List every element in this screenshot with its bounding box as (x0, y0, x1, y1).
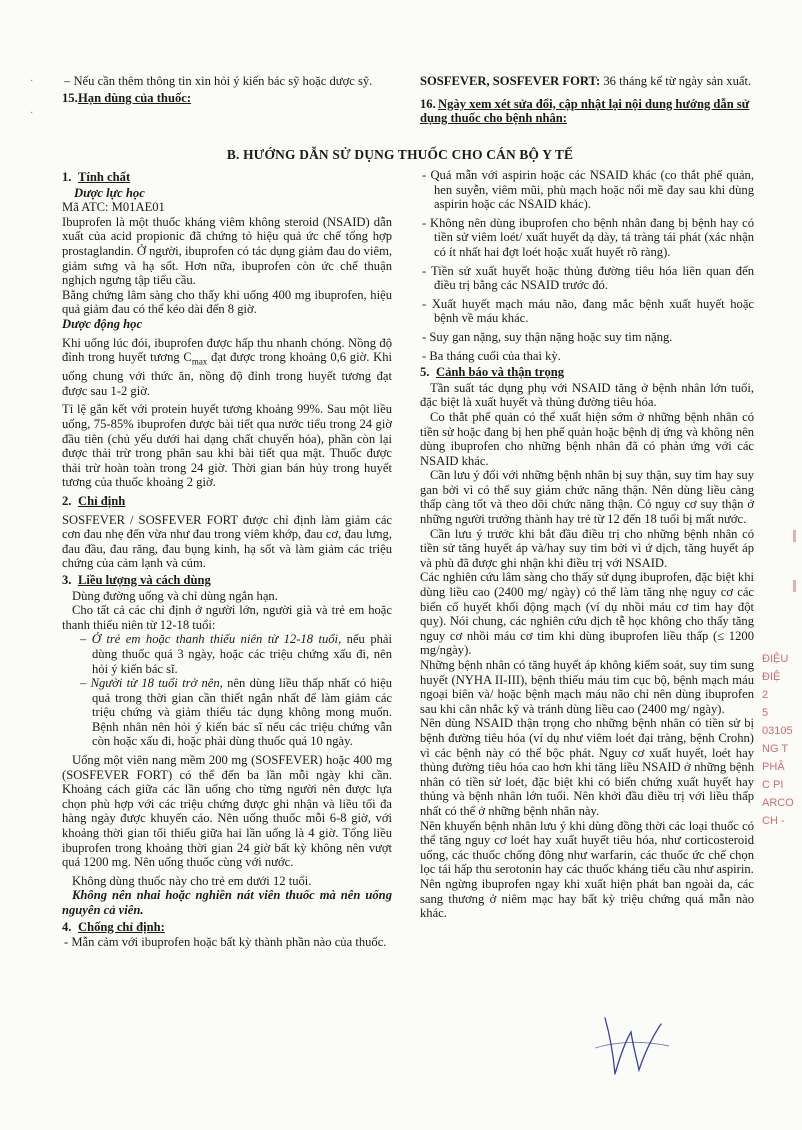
contraindication-7: - Ba tháng cuối của thai kỳ. (422, 348, 561, 363)
contraindication-1: - Mẫn cảm với ibuprofen hoặc bất kỳ thành phần nào của thuốc. (64, 935, 387, 950)
pk-paragraph-1: Khi uống lúc đói, ibuprofen được hấp thu nhanh chóng. Nồng độ đỉnh trong huyết tương $C_{max}$ đạt được trong khoảng 0,6 giờ. Khi uống chung với thức ăn, nồng độ đỉnh trong huyết tương đạt được sau 1-2 giờ. (62, 335, 392, 398)
warning-paragraph-9: Nên ngừng ibuprofen ngay khi xuất hiện phát ban ngoài da, các sang thương ở niêm mạc hay bất kỳ triệu chứng quá mẫn nào khác. (420, 876, 754, 921)
contraindication-5: - Xuất huyết mạch máu não, đang mắc bệnh xuất huyết hoặc bệnh về máu khác. (422, 296, 755, 326)
warning-paragraph-2: Co thắt phế quản có thể xuất hiện sớm ở những bệnh nhân có tiền sử hoặc đang bị hen phế quản hoặc bệnh dị ứng và không nên dùng ibuprofen cho những bệnh nhân đã có phản ứng với các NSAID khác. (420, 409, 754, 468)
stamp-text: ĐIỆU (762, 653, 789, 665)
right-column (420, 168, 754, 921)
stamp-text: C PI (762, 779, 784, 791)
dose-bullet-2: – Người từ 18 tuổi trở nên, nên dùng liều thấp nhất có hiệu quả trong thời gian cần thiết ngắn nhất để làm giảm các triệu chứng và giảm thiểu tác dụng không mong muốn. Bệnh nhân nên hỏi ý kiến bác sĩ nếu các triệu chứng vẫn còn hoặc xấu đi, hoặc phải dùng thuốc quá 10 ngày. (80, 676, 392, 749)
section-4-heading: 4. Chống chỉ định: (62, 919, 165, 934)
warning-paragraph-5: Các nghiên cứu lâm sàng cho thấy sử dụng ibuprofen, đặc biệt khi dùng liều cao (2400 mg/ ngày) có thể làm tăng nhẹ nguy cơ các biến cố huyết khối động mạch (ví dụ nhồi máu cơ tim hay đột quỵ). Nói chung, các nghiên cứu dịch tễ học không cho thấy tăng nguy cơ nhồi máu cơ tim khi dùng ibuprofen liều thấp (≤ 1200 mg/ngày). (420, 570, 754, 658)
section-1-heading: 1. Tính chất (62, 170, 131, 184)
stamp-lines (762, 650, 802, 830)
stamp-text: ĐIỆ (762, 671, 781, 683)
warning-paragraph-8: Nên khuyến bệnh nhân lưu ý khi dùng đồng thời các loại thuốc có thể tăng nguy cơ loét hay xuất huyết tiêu hóa, như corticosteroid uống, các thuốc chống đông như warfarin, các thuốc ức chế chọn lọc tái hấp thu serotonin hay các thuốc kháng tiểu cầu như aspirin. (420, 818, 754, 877)
stamp-text: 03105 (762, 725, 793, 737)
section-b-title: B. HƯỚNG DẪN SỬ DỤNG THUỐC CHO CÁN BỘ Y TẾ (226, 147, 574, 162)
warning-paragraph-6: Những bệnh nhân có tăng huyết áp không kiểm soát, suy tim sung huyết (NYHA II-III), bệnh thiếu máu tim cục bộ, bệnh mạch máu ngoại biên và/ hoặc bệnh mạch máu não chỉ nên dùng ibuprofen sau khi cân nhắc kỹ và tránh dùng liều cao (2400 mg/ ngày). (420, 658, 754, 716)
stamp-text: CH - (762, 815, 785, 827)
contraindication-3: - Không nên dùng ibuprofen cho bệnh nhân đang bị bệnh hay có tiền sử viêm loét/ xuất huyết dạ dày, tá tràng tái phát (xác nhận có ít nhất hai đợt loét hoặc xuất huyết rõ ràng). (422, 215, 755, 259)
indication-paragraph: SOSFEVER / SOSFEVER FORT được chỉ định làm giảm các cơn đau nhẹ đến vừa như đau trong viêm khớp, đau cơ, đau lưng, đau đầu, đau răng, đau bụng kinh, hạ sốt và làm giảm các triệu chứng của cảm lạnh và cúm. (62, 512, 392, 571)
signature (585, 1012, 675, 1082)
consult-note: – Nếu cần thêm thông tin xin hỏi ý kiến bác sỹ hoặc dược sỹ. (64, 74, 373, 88)
pd-paragraph-2: Bằng chứng lâm sàng cho thấy khi uống 400 mg ibuprofen, hiệu quả giảm đau có thể kéo dài đến 8 giờ. (62, 287, 392, 317)
stamp-text: ARCO (762, 797, 794, 809)
stamp-edge-mark (793, 580, 796, 592)
margin-dot: · (30, 76, 34, 87)
warning-paragraph-3: Cần lưu ý đối với những bệnh nhân bị suy thận, suy tim hay suy gan bởi vì có thể suy giảm chức năng thận. Nên dùng liều càng thấp càng tốt và theo dõi chức năng thận. Có nguy cơ suy thận ở những người trưởng thành hay trẻ từ 12 đến 18 tuổi bị mất nước. (420, 468, 754, 527)
contraindication-2: - Quá mẫn với aspirin hoặc các NSAID khác (co thắt phế quản, hen suyễn, viêm mũi, phù mạch hoặc nổi mề đay sau khi dùng aspirin hoặc các NSAID khác). (422, 168, 755, 212)
dose-paragraph-2: Cho tất cả các chỉ định ở người lớn, người già và trẻ em hoặc thanh thiếu niên từ 12-18 tuổi: (62, 603, 392, 632)
warning-paragraph-7: Nên dùng NSAID thận trọng cho những bệnh nhân có tiền sử bị bệnh đường tiêu hóa (ví dụ như viêm loét đại tràng, bệnh Crohn) vì các bệnh này có thể bộc phát. Nguy cơ xuất huyết, loét hay thủng đường tiêu hóa cao hơn khi tăng liều NSAID ở những bệnh nhân có tiền sử loét, đặc biệt khi có biến chứng xuất huyết hay thủng và bệnh nhân lớn tuổi. Nên khởi đầu điều trị với liều thấp nhất có thể ở những bệnh nhân này. (420, 716, 754, 818)
pk-paragraph-2: Tỉ lệ gắn kết với protein huyết tương khoảng 99%. Sau một liều uống, 75-85% ibuprofen được bài tiết qua nước tiểu trong 24 giờ đầu tiên (chủ yếu dưới hai dạng chất chuyển hóa), phần còn lại được thải trừ trong phân sau khi bài tiết qua mật. Thuốc được thải trừ hoàn toàn trong 24 giờ. Thời gian bán hủy trong huyết tương của thuốc khoảng 2 giờ. (62, 402, 392, 490)
atc-code: Mã ATC: M01AE01 (62, 200, 165, 215)
section-3-heading: 3. Liều lượng và cách dùng (62, 572, 211, 587)
section-16-heading: 16. Ngày xem xét sửa đổi, cập nhật lại nội dung hướng dẫn sử dụng thuốc cho bệnh nhân: (420, 96, 750, 126)
section-2-heading: 2. Chỉ định (62, 493, 126, 508)
contraindication-6: - Suy gan nặng, suy thận nặng hoặc suy tim nặng. (422, 329, 673, 344)
stamp-text: NG T (762, 743, 789, 755)
dose-paragraph-5: Không nên nhai hoặc nghiền nát viên thuốc mà nên uống nguyên cả viên. (62, 888, 392, 918)
dose-bullet-1: – Ở trẻ em hoặc thanh thiếu niên từ 12-18 tuổi, nếu phải dùng thuốc quá 3 ngày, hoặc các triệu chứng xấu đi, nên hỏi ý kiến bác sĩ. (80, 632, 392, 676)
margin-dot: · (30, 108, 34, 119)
top-right-block (420, 74, 754, 127)
dose-paragraph-1: Dùng đường uống và chỉ dùng ngắn hạn. (72, 588, 278, 603)
dose-paragraph-3: Uống một viên nang mềm 200 mg (SOSFEVER) hoặc 400 mg (SOSFEVER FORT) có thể đến ba lần mỗi ngày khi cần. Khoảng cách giữa các lần uống cho từng người nên được lựa chọn phù hợp với các triệu chứng được ghi nhận và liều tối đa hàng ngày được khuyến cáo. Nên uống thuốc mỗi 6-8 giờ, với khoảng thời gian tối thiểu giữa hai lần uống là 4 giờ. Tổng liều ibuprofen trong khoảng thời gian 24 giờ bất kỳ không nên vượt quá 1200 mg. Nên uống thuốc cùng với nước. (62, 753, 392, 870)
pharmacodynamics-heading: Dược lực học (74, 185, 145, 200)
warning-paragraph-1: Tần suất tác dụng phụ với NSAID tăng ở bệnh nhân lớn tuổi, đặc biệt là xuất huyết và thủng đường tiêu hóa. (420, 380, 754, 410)
shelf-life: SOSFEVER, SOSFEVER FORT: 36 tháng kể từ ngày sản xuất. (420, 74, 752, 88)
section-15-heading: 15.Hạn dùng của thuốc: (62, 90, 192, 105)
pharmacokinetics-heading: Dược động học (62, 316, 143, 331)
section-5-heading: 5. Cảnh báo và thận trọng (420, 365, 565, 380)
dose-paragraph-4: Không dùng thuốc này cho trẻ em dưới 12 tuổi. (72, 873, 312, 888)
warning-paragraph-4: Cần lưu ý trước khi bắt đầu điều trị cho những bệnh nhân có tiền sử tăng huyết áp và/hay suy tim bởi vì ứ dịch, tăng huyết áp và phù đã được ghi nhận khi điều trị với NSAID. (420, 526, 754, 570)
contraindication-4: - Tiền sử xuất huyết hoặc thủng đường tiêu hóa liên quan đến điều trị bằng các NSAID trước đó. (422, 263, 754, 293)
pd-paragraph-1: Ibuprofen là một thuốc kháng viêm không steroid (NSAID) dẫn xuất của acid propionic đã chứng tỏ hiệu quả ức chế tổng hợp prostaglandin. Ở người, ibuprofen có tác dụng giảm đau do viêm, giảm sưng và hạ sốt. Hơn nữa, ibuprofen còn ức chế thuận nghịch ngưng tập tiểu cầu. (62, 214, 393, 288)
left-column (62, 168, 392, 950)
stamp-text: PHÂ (762, 761, 785, 773)
stamp-edge-mark (793, 530, 796, 542)
stamp-fragment (762, 650, 802, 827)
stamp-text: 5 (762, 707, 769, 719)
top-left-block (62, 74, 392, 106)
stamp-text: 2 (762, 689, 769, 701)
